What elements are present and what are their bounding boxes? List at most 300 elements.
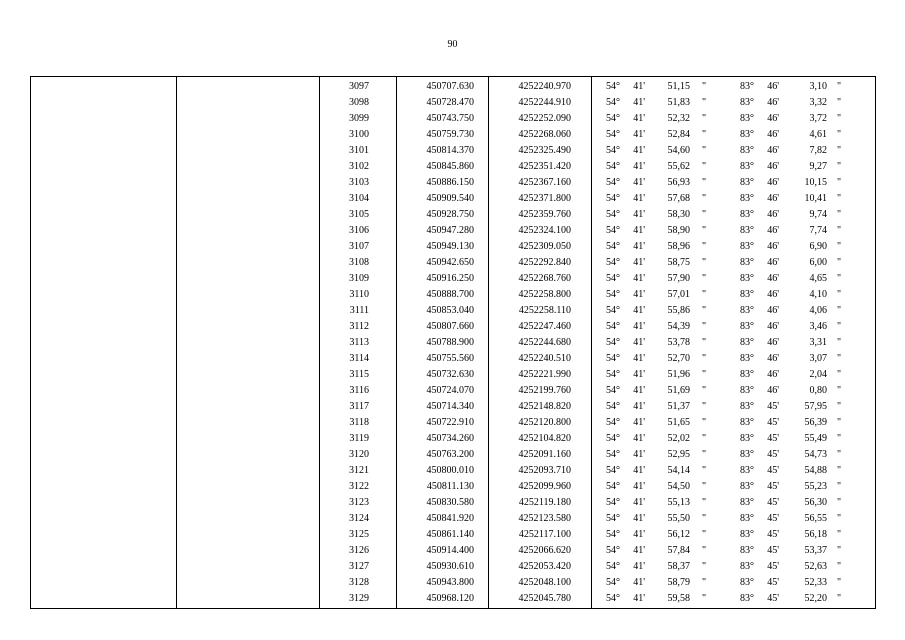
latitude-minutes-cell: 41'	[633, 433, 645, 444]
point-number-cell: 3110	[349, 289, 369, 300]
longitude-degrees-cell: 83°	[740, 161, 754, 172]
latitude-degrees-cell: 54°	[606, 497, 620, 508]
point-number-cell: 3100	[349, 129, 369, 140]
latitude-degrees-cell: 54°	[606, 113, 620, 124]
latitude-seconds-mark: "	[702, 305, 707, 316]
longitude-seconds-cell: 4,10	[809, 289, 827, 300]
x-coordinate-cell: 450724.070	[426, 385, 474, 396]
latitude-seconds-cell: 58,90	[667, 225, 690, 236]
latitude-seconds-mark: "	[702, 449, 707, 460]
longitude-seconds-mark: "	[837, 593, 842, 604]
point-number-cell: 3105	[349, 209, 369, 220]
longitude-seconds-mark: "	[837, 209, 842, 220]
latitude-minutes-cell: 41'	[633, 193, 645, 204]
latitude-seconds-cell: 55,50	[667, 513, 690, 524]
table-row	[31, 464, 875, 480]
latitude-degrees-cell: 54°	[606, 177, 620, 188]
latitude-minutes-cell: 41'	[633, 97, 645, 108]
longitude-degrees-cell: 83°	[740, 241, 754, 252]
latitude-seconds-cell: 52,84	[667, 129, 690, 140]
latitude-degrees-cell: 54°	[606, 353, 620, 364]
latitude-seconds-mark: "	[702, 497, 707, 508]
latitude-degrees-cell: 54°	[606, 321, 620, 332]
longitude-minutes-cell: 45'	[767, 433, 779, 444]
latitude-seconds-cell: 57,90	[667, 273, 690, 284]
point-number-cell: 3098	[349, 97, 369, 108]
latitude-minutes-cell: 41'	[633, 465, 645, 476]
table-row	[31, 400, 875, 416]
longitude-seconds-mark: "	[837, 577, 842, 588]
latitude-degrees-cell: 54°	[606, 273, 620, 284]
latitude-degrees-cell: 54°	[606, 81, 620, 92]
x-coordinate-cell: 450909.540	[426, 193, 474, 204]
x-coordinate-cell: 450886.150	[426, 177, 474, 188]
longitude-seconds-mark: "	[837, 273, 842, 284]
y-coordinate-cell: 4252268.060	[518, 129, 571, 140]
latitude-seconds-mark: "	[702, 193, 707, 204]
table-row	[31, 224, 875, 240]
point-number-cell: 3128	[349, 577, 369, 588]
x-coordinate-cell: 450888.700	[426, 289, 474, 300]
longitude-minutes-cell: 46'	[767, 241, 779, 252]
table-row	[31, 176, 875, 192]
latitude-seconds-cell: 58,75	[667, 257, 690, 268]
table-row	[31, 576, 875, 592]
coordinates-table	[30, 76, 876, 609]
table-row	[31, 432, 875, 448]
table-row	[31, 448, 875, 464]
x-coordinate-cell: 450930.610	[426, 561, 474, 572]
longitude-minutes-cell: 46'	[767, 369, 779, 380]
latitude-degrees-cell: 54°	[606, 513, 620, 524]
longitude-seconds-cell: 3,10	[809, 81, 827, 92]
longitude-seconds-cell: 54,73	[804, 449, 827, 460]
x-coordinate-cell: 450714.340	[426, 401, 474, 412]
longitude-seconds-mark: "	[837, 241, 842, 252]
y-coordinate-cell: 4252199.760	[518, 385, 571, 396]
longitude-seconds-mark: "	[837, 97, 842, 108]
latitude-minutes-cell: 41'	[633, 417, 645, 428]
y-coordinate-cell: 4252045.780	[518, 593, 571, 604]
longitude-degrees-cell: 83°	[740, 465, 754, 476]
y-coordinate-cell: 4252268.760	[518, 273, 571, 284]
point-number-cell: 3117	[349, 401, 369, 412]
longitude-degrees-cell: 83°	[740, 177, 754, 188]
y-coordinate-cell: 4252292.840	[518, 257, 571, 268]
latitude-seconds-mark: "	[702, 369, 707, 380]
latitude-seconds-mark: "	[702, 513, 707, 524]
longitude-minutes-cell: 46'	[767, 81, 779, 92]
y-coordinate-cell: 4252371.800	[518, 193, 571, 204]
longitude-seconds-cell: 3,07	[809, 353, 827, 364]
table-row	[31, 384, 875, 400]
longitude-degrees-cell: 83°	[740, 337, 754, 348]
longitude-minutes-cell: 46'	[767, 161, 779, 172]
longitude-seconds-mark: "	[837, 161, 842, 172]
point-number-cell: 3120	[349, 449, 369, 460]
latitude-seconds-cell: 57,68	[667, 193, 690, 204]
longitude-seconds-mark: "	[837, 257, 842, 268]
latitude-minutes-cell: 41'	[633, 177, 645, 188]
latitude-minutes-cell: 41'	[633, 353, 645, 364]
latitude-minutes-cell: 41'	[633, 481, 645, 492]
latitude-seconds-cell: 52,70	[667, 353, 690, 364]
table-row	[31, 528, 875, 544]
longitude-seconds-mark: "	[837, 497, 842, 508]
latitude-seconds-cell: 59,58	[667, 593, 690, 604]
point-number-cell: 3097	[349, 81, 369, 92]
x-coordinate-cell: 450788.900	[426, 337, 474, 348]
table-row	[31, 128, 875, 144]
longitude-minutes-cell: 46'	[767, 353, 779, 364]
y-coordinate-cell: 4252119.180	[518, 497, 571, 508]
point-number-cell: 3125	[349, 529, 369, 540]
longitude-degrees-cell: 83°	[740, 561, 754, 572]
latitude-degrees-cell: 54°	[606, 417, 620, 428]
point-number-cell: 3102	[349, 161, 369, 172]
table-row	[31, 368, 875, 384]
table-row	[31, 496, 875, 512]
latitude-minutes-cell: 41'	[633, 289, 645, 300]
latitude-seconds-cell: 57,01	[667, 289, 690, 300]
latitude-seconds-mark: "	[702, 401, 707, 412]
longitude-minutes-cell: 45'	[767, 561, 779, 572]
longitude-minutes-cell: 46'	[767, 145, 779, 156]
point-number-cell: 3121	[349, 465, 369, 476]
y-coordinate-cell: 4252093.710	[518, 465, 571, 476]
y-coordinate-cell: 4252309.050	[518, 241, 571, 252]
latitude-seconds-cell: 52,02	[667, 433, 690, 444]
table-row	[31, 352, 875, 368]
latitude-minutes-cell: 41'	[633, 161, 645, 172]
table-row	[31, 112, 875, 128]
table-row	[31, 560, 875, 576]
longitude-degrees-cell: 83°	[740, 401, 754, 412]
latitude-degrees-cell: 54°	[606, 225, 620, 236]
table-row	[31, 416, 875, 432]
longitude-seconds-mark: "	[837, 529, 842, 540]
point-number-cell: 3129	[349, 593, 369, 604]
latitude-minutes-cell: 41'	[633, 561, 645, 572]
longitude-seconds-cell: 3,31	[809, 337, 827, 348]
x-coordinate-cell: 450743.750	[426, 113, 474, 124]
latitude-seconds-mark: "	[702, 289, 707, 300]
latitude-degrees-cell: 54°	[606, 545, 620, 556]
x-coordinate-cell: 450861.140	[426, 529, 474, 540]
x-coordinate-cell: 450914.400	[426, 545, 474, 556]
longitude-seconds-cell: 4,61	[809, 129, 827, 140]
y-coordinate-cell: 4252048.100	[518, 577, 571, 588]
longitude-seconds-cell: 3,72	[809, 113, 827, 124]
point-number-cell: 3101	[349, 145, 369, 156]
longitude-seconds-mark: "	[837, 353, 842, 364]
latitude-minutes-cell: 41'	[633, 449, 645, 460]
point-number-cell: 3124	[349, 513, 369, 524]
longitude-seconds-mark: "	[837, 321, 842, 332]
x-coordinate-cell: 450947.280	[426, 225, 474, 236]
latitude-degrees-cell: 54°	[606, 305, 620, 316]
y-coordinate-cell: 4252351.420	[518, 161, 571, 172]
latitude-minutes-cell: 41'	[633, 593, 645, 604]
table-row	[31, 304, 875, 320]
longitude-seconds-mark: "	[837, 289, 842, 300]
x-coordinate-cell: 450763.200	[426, 449, 474, 460]
y-coordinate-cell: 4252325.490	[518, 145, 571, 156]
table-row	[31, 272, 875, 288]
longitude-minutes-cell: 45'	[767, 449, 779, 460]
point-number-cell: 3109	[349, 273, 369, 284]
longitude-seconds-cell: 57,95	[804, 401, 827, 412]
point-number-cell: 3111	[349, 305, 369, 316]
latitude-degrees-cell: 54°	[606, 161, 620, 172]
table-row	[31, 208, 875, 224]
latitude-minutes-cell: 41'	[633, 513, 645, 524]
longitude-degrees-cell: 83°	[740, 289, 754, 300]
table-row	[31, 512, 875, 528]
x-coordinate-cell: 450845.860	[426, 161, 474, 172]
longitude-degrees-cell: 83°	[740, 481, 754, 492]
x-coordinate-cell: 450732.630	[426, 369, 474, 380]
longitude-minutes-cell: 46'	[767, 321, 779, 332]
longitude-seconds-cell: 4,65	[809, 273, 827, 284]
point-number-cell: 3112	[349, 321, 369, 332]
longitude-degrees-cell: 83°	[740, 433, 754, 444]
latitude-minutes-cell: 41'	[633, 401, 645, 412]
longitude-seconds-mark: "	[837, 385, 842, 396]
longitude-minutes-cell: 45'	[767, 465, 779, 476]
latitude-seconds-mark: "	[702, 417, 707, 428]
longitude-seconds-mark: "	[837, 225, 842, 236]
point-number-cell: 3122	[349, 481, 369, 492]
table-row	[31, 288, 875, 304]
table-row	[31, 160, 875, 176]
y-coordinate-cell: 4252123.580	[518, 513, 571, 524]
y-coordinate-cell: 4252367.160	[518, 177, 571, 188]
longitude-minutes-cell: 46'	[767, 113, 779, 124]
latitude-degrees-cell: 54°	[606, 529, 620, 540]
y-coordinate-cell: 4252324.100	[518, 225, 571, 236]
point-number-cell: 3108	[349, 257, 369, 268]
longitude-seconds-mark: "	[837, 305, 842, 316]
point-number-cell: 3127	[349, 561, 369, 572]
longitude-degrees-cell: 83°	[740, 321, 754, 332]
longitude-seconds-cell: 10,41	[804, 193, 827, 204]
y-coordinate-cell: 4252221.990	[518, 369, 571, 380]
point-number-cell: 3106	[349, 225, 369, 236]
longitude-degrees-cell: 83°	[740, 193, 754, 204]
table-row	[31, 320, 875, 336]
longitude-degrees-cell: 83°	[740, 113, 754, 124]
point-number-cell: 3103	[349, 177, 369, 188]
latitude-seconds-mark: "	[702, 545, 707, 556]
longitude-minutes-cell: 46'	[767, 177, 779, 188]
latitude-seconds-cell: 54,14	[667, 465, 690, 476]
latitude-seconds-cell: 55,86	[667, 305, 690, 316]
longitude-seconds-cell: 52,63	[804, 561, 827, 572]
longitude-degrees-cell: 83°	[740, 513, 754, 524]
y-coordinate-cell: 4252120.800	[518, 417, 571, 428]
x-coordinate-cell: 450943.800	[426, 577, 474, 588]
latitude-seconds-mark: "	[702, 577, 707, 588]
latitude-seconds-mark: "	[702, 145, 707, 156]
y-coordinate-cell: 4252117.100	[518, 529, 571, 540]
latitude-degrees-cell: 54°	[606, 209, 620, 220]
longitude-seconds-cell: 56,39	[804, 417, 827, 428]
latitude-minutes-cell: 41'	[633, 257, 645, 268]
latitude-seconds-cell: 51,65	[667, 417, 690, 428]
latitude-seconds-cell: 57,84	[667, 545, 690, 556]
latitude-degrees-cell: 54°	[606, 465, 620, 476]
longitude-degrees-cell: 83°	[740, 129, 754, 140]
y-coordinate-cell: 4252244.680	[518, 337, 571, 348]
longitude-seconds-cell: 2,04	[809, 369, 827, 380]
latitude-seconds-cell: 58,79	[667, 577, 690, 588]
latitude-seconds-cell: 58,96	[667, 241, 690, 252]
page-number: 90	[447, 39, 458, 50]
table-row	[31, 336, 875, 352]
longitude-seconds-mark: "	[837, 401, 842, 412]
x-coordinate-cell: 450800.010	[426, 465, 474, 476]
table-row	[31, 592, 875, 608]
longitude-degrees-cell: 83°	[740, 257, 754, 268]
longitude-minutes-cell: 46'	[767, 129, 779, 140]
longitude-seconds-mark: "	[837, 193, 842, 204]
latitude-degrees-cell: 54°	[606, 289, 620, 300]
longitude-degrees-cell: 83°	[740, 385, 754, 396]
longitude-degrees-cell: 83°	[740, 545, 754, 556]
longitude-seconds-mark: "	[837, 545, 842, 556]
longitude-seconds-mark: "	[837, 129, 842, 140]
latitude-seconds-cell: 58,37	[667, 561, 690, 572]
longitude-seconds-mark: "	[837, 177, 842, 188]
longitude-minutes-cell: 45'	[767, 545, 779, 556]
latitude-minutes-cell: 41'	[633, 209, 645, 220]
y-coordinate-cell: 4252053.420	[518, 561, 571, 572]
longitude-seconds-cell: 52,20	[804, 593, 827, 604]
y-coordinate-cell: 4252258.800	[518, 289, 571, 300]
latitude-seconds-cell: 54,39	[667, 321, 690, 332]
longitude-minutes-cell: 46'	[767, 257, 779, 268]
longitude-minutes-cell: 45'	[767, 401, 779, 412]
latitude-degrees-cell: 54°	[606, 129, 620, 140]
longitude-minutes-cell: 46'	[767, 209, 779, 220]
latitude-seconds-mark: "	[702, 385, 707, 396]
latitude-seconds-mark: "	[702, 593, 707, 604]
latitude-degrees-cell: 54°	[606, 401, 620, 412]
x-coordinate-cell: 450853.040	[426, 305, 474, 316]
latitude-minutes-cell: 41'	[633, 129, 645, 140]
point-number-cell: 3119	[349, 433, 369, 444]
y-coordinate-cell: 4252359.760	[518, 209, 571, 220]
latitude-minutes-cell: 41'	[633, 241, 645, 252]
latitude-minutes-cell: 41'	[633, 321, 645, 332]
longitude-seconds-mark: "	[837, 481, 842, 492]
latitude-degrees-cell: 54°	[606, 577, 620, 588]
x-coordinate-cell: 450830.580	[426, 497, 474, 508]
longitude-seconds-cell: 0,80	[809, 385, 827, 396]
longitude-seconds-mark: "	[837, 513, 842, 524]
longitude-degrees-cell: 83°	[740, 225, 754, 236]
latitude-seconds-cell: 51,83	[667, 97, 690, 108]
longitude-degrees-cell: 83°	[740, 81, 754, 92]
table-row	[31, 240, 875, 256]
longitude-degrees-cell: 83°	[740, 209, 754, 220]
longitude-seconds-mark: "	[837, 113, 842, 124]
latitude-seconds-cell: 55,13	[667, 497, 690, 508]
latitude-seconds-mark: "	[702, 257, 707, 268]
latitude-minutes-cell: 41'	[633, 81, 645, 92]
x-coordinate-cell: 450814.370	[426, 145, 474, 156]
latitude-seconds-cell: 56,12	[667, 529, 690, 540]
point-number-cell: 3116	[349, 385, 369, 396]
longitude-minutes-cell: 46'	[767, 273, 779, 284]
latitude-seconds-cell: 56,93	[667, 177, 690, 188]
longitude-seconds-cell: 4,06	[809, 305, 827, 316]
longitude-seconds-cell: 56,30	[804, 497, 827, 508]
longitude-degrees-cell: 83°	[740, 273, 754, 284]
point-number-cell: 3107	[349, 241, 369, 252]
longitude-seconds-cell: 53,37	[804, 545, 827, 556]
point-number-cell: 3115	[349, 369, 369, 380]
x-coordinate-cell: 450968.120	[426, 593, 474, 604]
x-coordinate-cell: 450811.130	[426, 481, 474, 492]
latitude-minutes-cell: 41'	[633, 545, 645, 556]
longitude-degrees-cell: 83°	[740, 417, 754, 428]
longitude-seconds-cell: 6,90	[809, 241, 827, 252]
y-coordinate-cell: 4252148.820	[518, 401, 571, 412]
longitude-minutes-cell: 45'	[767, 497, 779, 508]
longitude-seconds-cell: 55,23	[804, 481, 827, 492]
longitude-seconds-cell: 56,18	[804, 529, 827, 540]
latitude-seconds-mark: "	[702, 337, 707, 348]
latitude-minutes-cell: 41'	[633, 145, 645, 156]
latitude-seconds-mark: "	[702, 177, 707, 188]
longitude-seconds-mark: "	[837, 417, 842, 428]
latitude-minutes-cell: 41'	[633, 497, 645, 508]
latitude-seconds-cell: 53,78	[667, 337, 690, 348]
longitude-degrees-cell: 83°	[740, 577, 754, 588]
y-coordinate-cell: 4252240.510	[518, 353, 571, 364]
longitude-minutes-cell: 45'	[767, 529, 779, 540]
x-coordinate-cell: 450759.730	[426, 129, 474, 140]
table-row	[31, 480, 875, 496]
longitude-degrees-cell: 83°	[740, 497, 754, 508]
latitude-seconds-mark: "	[702, 161, 707, 172]
latitude-seconds-mark: "	[702, 465, 707, 476]
longitude-seconds-cell: 7,74	[809, 225, 827, 236]
table-row	[31, 192, 875, 208]
table-row	[31, 80, 875, 96]
longitude-seconds-mark: "	[837, 337, 842, 348]
latitude-seconds-mark: "	[702, 129, 707, 140]
longitude-seconds-cell: 9,27	[809, 161, 827, 172]
longitude-degrees-cell: 83°	[740, 353, 754, 364]
longitude-minutes-cell: 45'	[767, 593, 779, 604]
point-number-cell: 3118	[349, 417, 369, 428]
x-coordinate-cell: 450807.660	[426, 321, 474, 332]
longitude-minutes-cell: 46'	[767, 385, 779, 396]
latitude-seconds-cell: 52,95	[667, 449, 690, 460]
longitude-minutes-cell: 45'	[767, 577, 779, 588]
latitude-degrees-cell: 54°	[606, 193, 620, 204]
latitude-seconds-mark: "	[702, 273, 707, 284]
latitude-degrees-cell: 54°	[606, 433, 620, 444]
y-coordinate-cell: 4252091.160	[518, 449, 571, 460]
y-coordinate-cell: 4252247.460	[518, 321, 571, 332]
latitude-degrees-cell: 54°	[606, 385, 620, 396]
point-number-cell: 3104	[349, 193, 369, 204]
longitude-degrees-cell: 83°	[740, 97, 754, 108]
